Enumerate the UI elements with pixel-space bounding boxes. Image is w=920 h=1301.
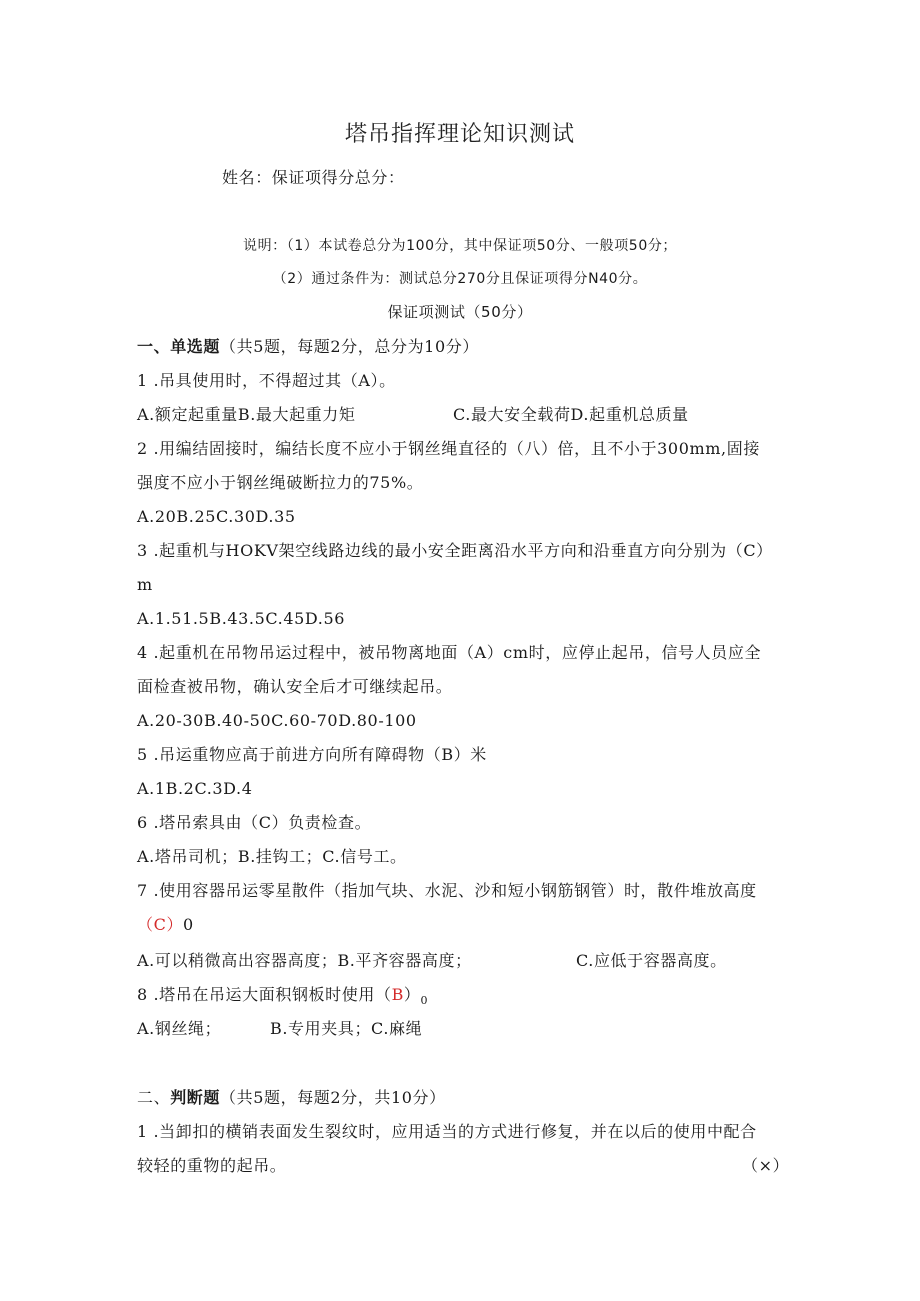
question-2-options: A.20B.25C.30D.35 bbox=[137, 507, 296, 526]
part-one-number: 一、 bbox=[137, 337, 171, 356]
question-8-answer: B bbox=[391, 985, 404, 1004]
question-4-options: A.20-30B.40-50C.60-70D.80-100 bbox=[137, 711, 417, 730]
question-3-stem-line-1: 3 .起重机与HOKV架空线路边线的最小安全距离沿水平方向和沿垂直方向分别为（C） bbox=[137, 541, 773, 560]
question-2-stem-line-1: 2 .用编结固接时，编结长度不应小于钢丝绳直径的（八）倍，且不小于300mm,固接 bbox=[137, 439, 760, 458]
question-7-options-ab: A.可以稍微高出容器高度；B.平齐容器高度； bbox=[137, 951, 472, 970]
part-two-number: 二、 bbox=[137, 1088, 171, 1107]
page-title: 塔吊指挥理论知识测试 bbox=[344, 122, 575, 147]
question-3-options: A.1.51.5B.43.5C.45D.56 bbox=[137, 609, 346, 628]
question-3-stem-line-2: m bbox=[137, 575, 153, 594]
part-two-name: 判断题 bbox=[170, 1088, 221, 1107]
instructions-line-1: 说明：（1）本试卷总分为100分，其中保证项50分、一般项50分； bbox=[242, 238, 678, 254]
question-7-tail: 0 bbox=[183, 915, 194, 934]
section-heading: 保证项测试（50分） bbox=[387, 303, 533, 321]
name-score-line: 姓名：保证项得分总分： bbox=[222, 168, 405, 187]
question-8-options-bc: B.专用夹具；C.麻绳 bbox=[270, 1019, 423, 1038]
question-6-stem: 6 .塔吊索具由（C）负责检查。 bbox=[137, 813, 372, 832]
question-8-paren-close: ） bbox=[403, 985, 421, 1004]
question-4-stem-line-2: 面检查被吊物，确认安全后才可继续起吊。 bbox=[137, 677, 453, 696]
question-1-options-cd: C.最大安全载荷D.起重机总质量 bbox=[453, 405, 689, 424]
part-one-info: （共5题，每题2分，总分为10分） bbox=[220, 337, 479, 356]
instructions-line-2: （2）通过条件为：测试总分270分且保证项得分N40分。 bbox=[272, 271, 648, 287]
question-6-options: A.塔吊司机；B.挂钩工；C.信号工。 bbox=[137, 847, 407, 866]
question-7-stem-line-2 bbox=[137, 914, 194, 936]
question-8-stem bbox=[137, 984, 428, 1012]
part-two-heading bbox=[137, 1087, 446, 1109]
question-7-option-c: C.应低于容器高度。 bbox=[576, 951, 727, 970]
question-7-stem-line-1: 7 .使用容器吊运零星散件（指加气块、水泥、沙和短小钢筋钢管）时，散件堆放高度 bbox=[137, 881, 757, 900]
question-7-answer: （C） bbox=[137, 915, 184, 934]
question-8-paren-open: （ bbox=[374, 985, 392, 1004]
question-1-options-ab: A.额定起重量B.最大起重力矩 bbox=[137, 405, 356, 424]
question-8-text: 8 .塔吊在吊运大面积钢板时使用 bbox=[137, 985, 375, 1004]
question-4-stem-line-1: 4 .起重机在吊物吊运过程中，被吊物离地面（A）cm时，应停止起吊，信号人员应全 bbox=[137, 643, 762, 662]
question-1-stem: 1 .吊具使用时，不得超过其（A）。 bbox=[137, 371, 396, 390]
part-one-heading bbox=[137, 336, 479, 358]
judgment-1-stem-line-2: 较轻的重物的起吊。 bbox=[137, 1156, 287, 1175]
judgment-1-mark: （×） bbox=[742, 1156, 790, 1175]
question-8-tail: 0 bbox=[420, 994, 429, 1007]
part-two-info: （共5题，每题2分，共10分） bbox=[220, 1088, 446, 1107]
judgment-1-stem-line-1: 1 .当卸扣的横销表面发生裂纹时，应用适当的方式进行修复，并在以后的使用中配合 bbox=[137, 1122, 757, 1141]
part-one-name: 单选题 bbox=[170, 337, 221, 356]
question-8-option-a: A.钢丝绳； bbox=[137, 1019, 222, 1038]
question-5-stem: 5 .吊运重物应高于前进方向所有障碍物（B）米 bbox=[137, 745, 487, 764]
question-2-stem-line-2: 强度不应小于钢丝绳破断拉力的75%。 bbox=[137, 473, 424, 492]
question-5-options: A.1B.2C.3D.4 bbox=[137, 779, 253, 798]
